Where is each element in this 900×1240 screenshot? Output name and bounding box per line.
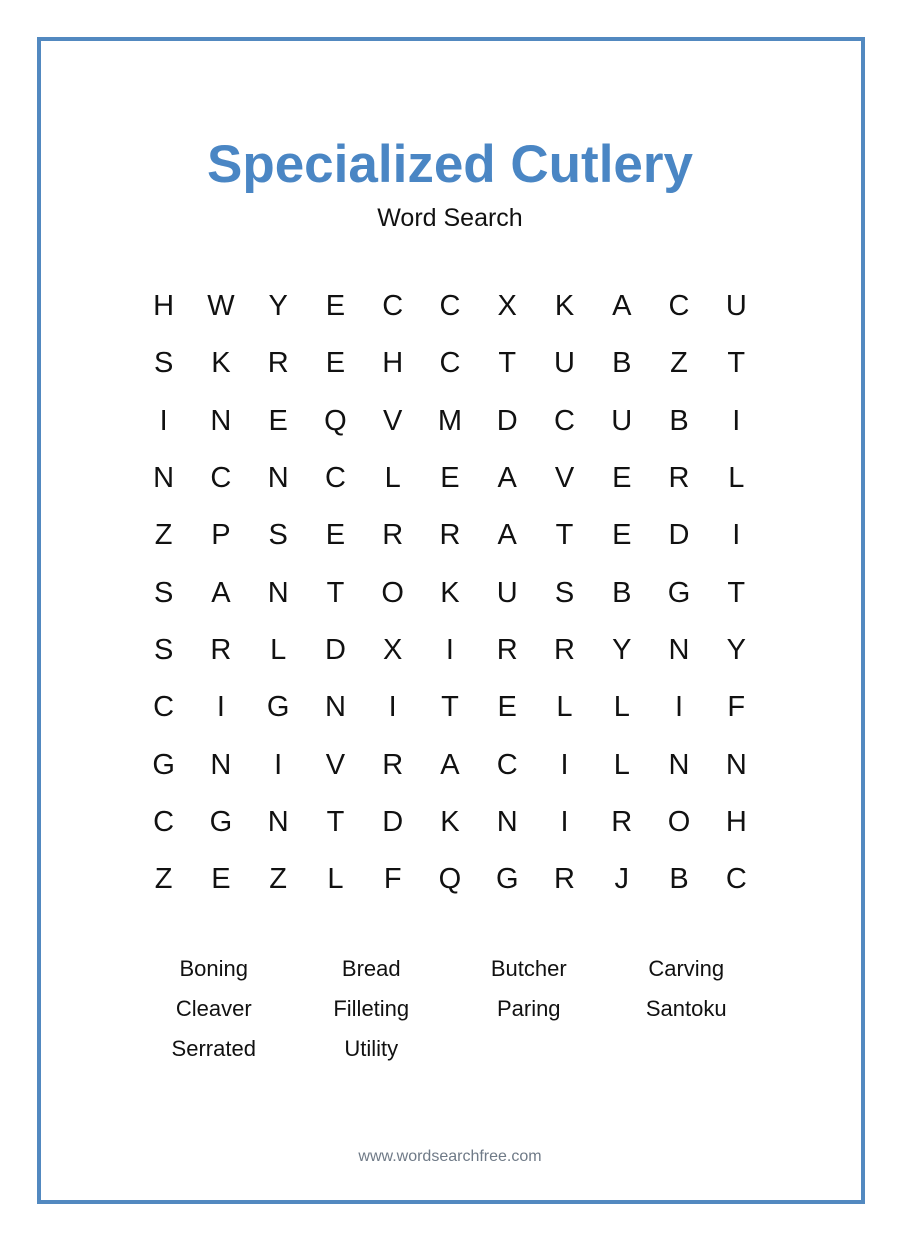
grid-cell: S — [153, 347, 174, 380]
grid-cell: U — [554, 347, 575, 380]
grid-cell: T — [727, 347, 746, 380]
grid-cell: N — [668, 633, 690, 666]
grid-cell: C — [153, 691, 175, 724]
grid-row — [135, 736, 765, 793]
grid-cell: K — [440, 576, 460, 609]
grid-cell: B — [669, 404, 689, 437]
grid-cell: S — [268, 519, 288, 552]
grid-row — [135, 851, 765, 908]
word-list-item: Bread — [341, 956, 401, 981]
grid-cell: L — [728, 462, 745, 495]
grid-cell: I — [560, 805, 569, 838]
grid-cell: Q — [438, 863, 462, 896]
grid-cell: G — [667, 576, 691, 609]
word-list-item: Carving — [648, 956, 725, 981]
grid-cell: I — [732, 519, 741, 552]
grid-row — [135, 679, 765, 736]
grid-cell: D — [382, 805, 404, 838]
grid-cell: G — [152, 748, 175, 781]
grid-cell: L — [327, 863, 344, 896]
grid-cell: G — [209, 805, 233, 838]
grid-cell: I — [674, 691, 684, 724]
grid-cell: E — [497, 691, 517, 724]
word-list-item: Filleting — [333, 996, 410, 1021]
grid-cell: E — [440, 462, 460, 495]
grid-cell: D — [668, 519, 690, 552]
word-list-item: Butcher — [490, 956, 567, 981]
grid-cell: A — [612, 290, 632, 323]
word-list-item: Paring — [496, 996, 561, 1021]
grid-cell: U — [611, 404, 633, 437]
grid-cell: N — [210, 748, 232, 781]
grid-cell: R — [554, 863, 575, 896]
grid-cell: C — [668, 290, 690, 323]
grid-cell: A — [497, 519, 517, 552]
grid-row — [135, 564, 765, 621]
grid-cell: R — [668, 462, 690, 495]
grid-cell: C — [725, 863, 747, 896]
grid-cell: R — [210, 633, 232, 666]
grid-cell: C — [554, 404, 575, 437]
word-list-item: Utility — [344, 1036, 399, 1061]
grid-cell: Z — [154, 519, 173, 552]
grid-cell: C — [324, 462, 346, 495]
grid-cell: R — [554, 633, 575, 666]
grid-cell: M — [437, 404, 463, 437]
grid-cell: L — [556, 691, 573, 724]
grid-cell: E — [325, 519, 346, 552]
grid-cell: T — [498, 347, 517, 380]
grid-cell: Z — [670, 347, 688, 380]
grid-cell: I — [216, 691, 225, 724]
grid-cell: T — [727, 576, 746, 609]
grid-cell: N — [496, 805, 518, 838]
grid-cell: R — [496, 633, 518, 666]
grid-cell: Z — [269, 863, 288, 896]
grid-cell: E — [612, 519, 632, 552]
grid-cell: L — [613, 691, 630, 724]
grid-cell: I — [445, 633, 454, 666]
grid-cell: V — [325, 748, 346, 781]
grid-cell: A — [497, 462, 517, 495]
grid-cell: L — [384, 462, 401, 495]
grid-cell: E — [612, 462, 632, 495]
word-list-item: Serrated — [171, 1036, 256, 1061]
grid-row — [135, 794, 765, 851]
grid-cell: U — [496, 576, 518, 609]
word-list-item: Boning — [179, 956, 248, 981]
word-list-item: Cleaver — [175, 996, 252, 1021]
letter-grid — [135, 278, 765, 908]
grid-row — [135, 393, 765, 450]
puzzle-subtitle: Word Search — [377, 204, 523, 232]
grid-cell: W — [207, 290, 235, 323]
grid-cell: N — [210, 404, 232, 437]
grid-cell: R — [439, 519, 461, 552]
grid-cell: I — [388, 691, 397, 724]
grid-cell: F — [727, 691, 746, 724]
grid-cell: T — [326, 576, 345, 609]
grid-cell: D — [496, 404, 518, 437]
puzzle-title: Specialized Cutlery — [206, 135, 693, 194]
grid-cell: Q — [324, 404, 347, 437]
grid-row — [135, 278, 765, 335]
grid-cell: P — [211, 519, 231, 552]
grid-cell: N — [267, 462, 289, 495]
grid-cell: S — [153, 633, 174, 666]
grid-cell: R — [267, 347, 289, 380]
grid-cell: I — [274, 748, 283, 781]
grid-cell: O — [667, 805, 691, 838]
grid-cell: A — [440, 748, 460, 781]
grid-cell: N — [725, 748, 747, 781]
grid-cell: I — [732, 404, 741, 437]
word-list — [135, 952, 765, 1072]
grid-cell: N — [267, 576, 289, 609]
footer-url: www.wordsearchfree.com — [358, 1148, 542, 1165]
grid-cell: B — [612, 347, 632, 380]
grid-cell: Y — [268, 290, 288, 323]
grid-cell: D — [324, 633, 346, 666]
grid-cell: C — [382, 290, 404, 323]
grid-cell: E — [325, 347, 346, 380]
grid-cell: T — [555, 519, 574, 552]
grid-row — [135, 507, 765, 564]
grid-cell: T — [326, 805, 345, 838]
grid-cell: C — [210, 462, 232, 495]
grid-cell: N — [153, 462, 175, 495]
grid-cell: H — [153, 290, 175, 323]
grid-cell: A — [211, 576, 231, 609]
grid-cell: V — [383, 404, 403, 437]
grid-cell: N — [668, 748, 690, 781]
grid-row — [135, 335, 765, 392]
grid-cell: X — [383, 633, 403, 666]
grid-cell: Z — [154, 863, 173, 896]
grid-cell: E — [211, 863, 231, 896]
grid-cell: Y — [726, 633, 746, 666]
grid-row — [135, 450, 765, 507]
grid-cell: K — [440, 805, 460, 838]
grid-cell: T — [441, 691, 459, 724]
grid-cell: B — [669, 863, 689, 896]
grid-cell: R — [382, 519, 404, 552]
grid-cell: I — [159, 404, 168, 437]
grid-cell: C — [439, 290, 461, 323]
grid-cell: B — [612, 576, 632, 609]
grid-cell: E — [268, 404, 288, 437]
grid-cell: C — [496, 748, 518, 781]
grid-cell: L — [270, 633, 287, 666]
grid-cell: I — [560, 748, 569, 781]
grid-cell: N — [267, 805, 289, 838]
grid-cell: Y — [612, 633, 632, 666]
grid-cell: S — [153, 576, 174, 609]
grid-cell: R — [382, 748, 404, 781]
grid-cell: L — [613, 748, 630, 781]
grid-cell: K — [211, 347, 231, 380]
grid-row — [135, 622, 765, 679]
grid-cell: C — [439, 347, 461, 380]
grid-cell: R — [611, 805, 633, 838]
grid-cell: H — [382, 347, 404, 380]
grid-cell: X — [497, 290, 517, 323]
grid-cell: G — [495, 863, 519, 896]
grid-cell: E — [325, 290, 346, 323]
grid-cell: J — [614, 863, 629, 896]
grid-cell: N — [324, 691, 346, 724]
grid-cell: C — [153, 805, 175, 838]
grid-cell: K — [554, 290, 575, 323]
grid-cell: H — [725, 805, 747, 838]
grid-cell: G — [266, 691, 290, 724]
grid-cell: F — [383, 863, 402, 896]
word-list-item: Santoku — [645, 996, 727, 1021]
grid-cell: S — [554, 576, 575, 609]
grid-cell: O — [381, 576, 404, 609]
grid-cell: U — [725, 290, 747, 323]
grid-cell: V — [554, 462, 575, 495]
